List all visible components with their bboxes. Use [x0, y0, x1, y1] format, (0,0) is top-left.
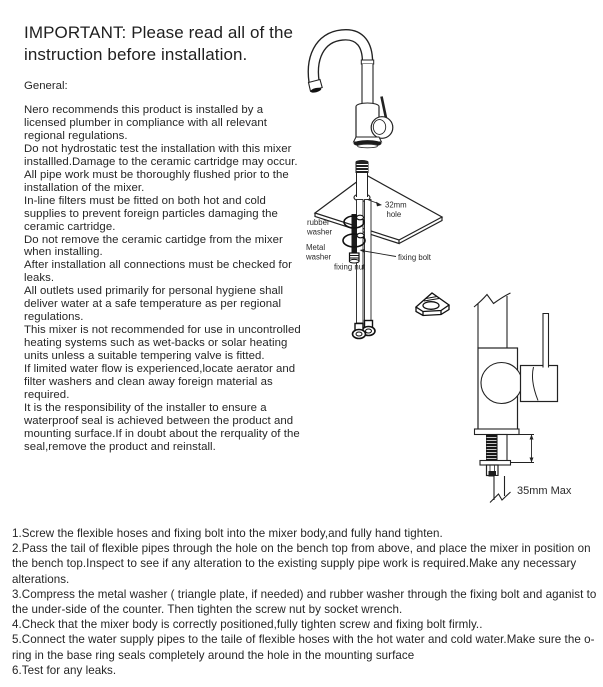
page-title: IMPORTANT: Please read all of the instruction before installation.	[24, 23, 294, 64]
text-line: 3.Compress the metal washer ( triangle plate, if needed) and rubber washer through the fixing bolt and aganist to the under-side of the counter. Then tighten the screw nut by socket wrench.	[12, 587, 597, 617]
metal-washer-label-1: Metal	[306, 243, 326, 252]
installation-steps	[12, 526, 601, 678]
text-line: After installation all connections must be checked for leaks.	[24, 259, 292, 285]
fixing-nut-label: fixing nut	[334, 262, 366, 272]
hole-size-label: 32mm	[385, 200, 407, 210]
text-line: 4.Check that the mixer body is correctly positioned,fully tighten screw and fixing bolt firmly..	[12, 618, 483, 632]
mounted-side-view-diagram	[416, 293, 572, 503]
handle-rod	[543, 314, 549, 368]
text-line: 2.Pass the tail of flexible pipes through the hole on the bench top from above, and place the mixer in position on the bench top.Inspect to see if any alteration to the existing supply pipe work is required.Make any necessary alterations.	[12, 542, 591, 586]
dimension-callout	[511, 435, 572, 498]
base-flange	[475, 429, 520, 435]
general-heading: General:	[24, 80, 68, 92]
rubber-washer-label-1: rubber	[307, 218, 330, 227]
dim-arrow-down-icon	[530, 458, 534, 463]
rubber-washer-label-2: washer	[307, 227, 333, 237]
text-line: All pipe work must be thoroughly flushed prior to the installation of the mixer.	[24, 168, 289, 194]
general-paragraphs	[24, 104, 301, 454]
hole-word-label: hole	[386, 210, 402, 219]
text-line: If limited water flow is experienced,locate aerator and filter washers and clean away foreign material as required.	[24, 363, 296, 401]
text-line: 5.Connect the water supply pipes to the taile of flexible hoses with the hot water and cold water.Make sure the o-ring in the base ring seals completely around the hole in the mounting surface	[12, 633, 595, 662]
installation-diagrams	[290, 10, 603, 520]
triangle-plate	[416, 293, 449, 316]
text-line: In-line filters must be fitted on both hot and cold supplies to prevent foreign particles damaging the ceramic cartridge.	[24, 194, 278, 233]
fixing-bolt-label: fixing bolt	[398, 253, 431, 262]
ball-joint	[481, 363, 522, 404]
benchtop-install-diagram	[305, 160, 442, 339]
metal-washer-label-2: washer	[306, 252, 332, 262]
mixer-tap-illustration	[309, 35, 393, 148]
threaded-bolt	[486, 435, 497, 463]
text-line: All outlets used primarily for personal hygiene shall deliver water at a safe temperature as per regional regulations.	[24, 285, 284, 324]
max-thickness-label: 35mm Max	[517, 485, 572, 497]
text-line: This mixer is not recommended for use in uncontrolled heating systems such as wet-backs or solar heating units unless a suitable tempering valve is fitted.	[24, 324, 301, 363]
dim-arrow-up-icon	[530, 435, 534, 440]
text-line: Nero recommends this product is installed by a licensed plumber in compliance with all relevant regional regulations.	[24, 104, 267, 142]
washer-plate	[480, 461, 511, 466]
text-line: It is the responsibility of the installer to ensure a waterproof seal is achieved between the product and mounting surface.If in doubt about the rerquality of the seal,remove the product and reinstall.	[24, 401, 300, 453]
fixing-bolt-shaft	[352, 214, 358, 257]
text-line: Do not hydrostatic test the installation with this mixer installled.Damage to the ceramic cartridge may occur.	[24, 142, 298, 168]
text-line: 6.Test for any leaks.	[12, 663, 117, 677]
text-line: Do not remove the ceramic cartidge from the mixer when installing.	[24, 233, 283, 259]
handle-block	[521, 366, 558, 402]
text-line: 1.Screw the flexible hoses and fixing bolt into the mixer body,and fully hand tighten.	[12, 527, 443, 540]
handle-lever	[382, 97, 387, 119]
